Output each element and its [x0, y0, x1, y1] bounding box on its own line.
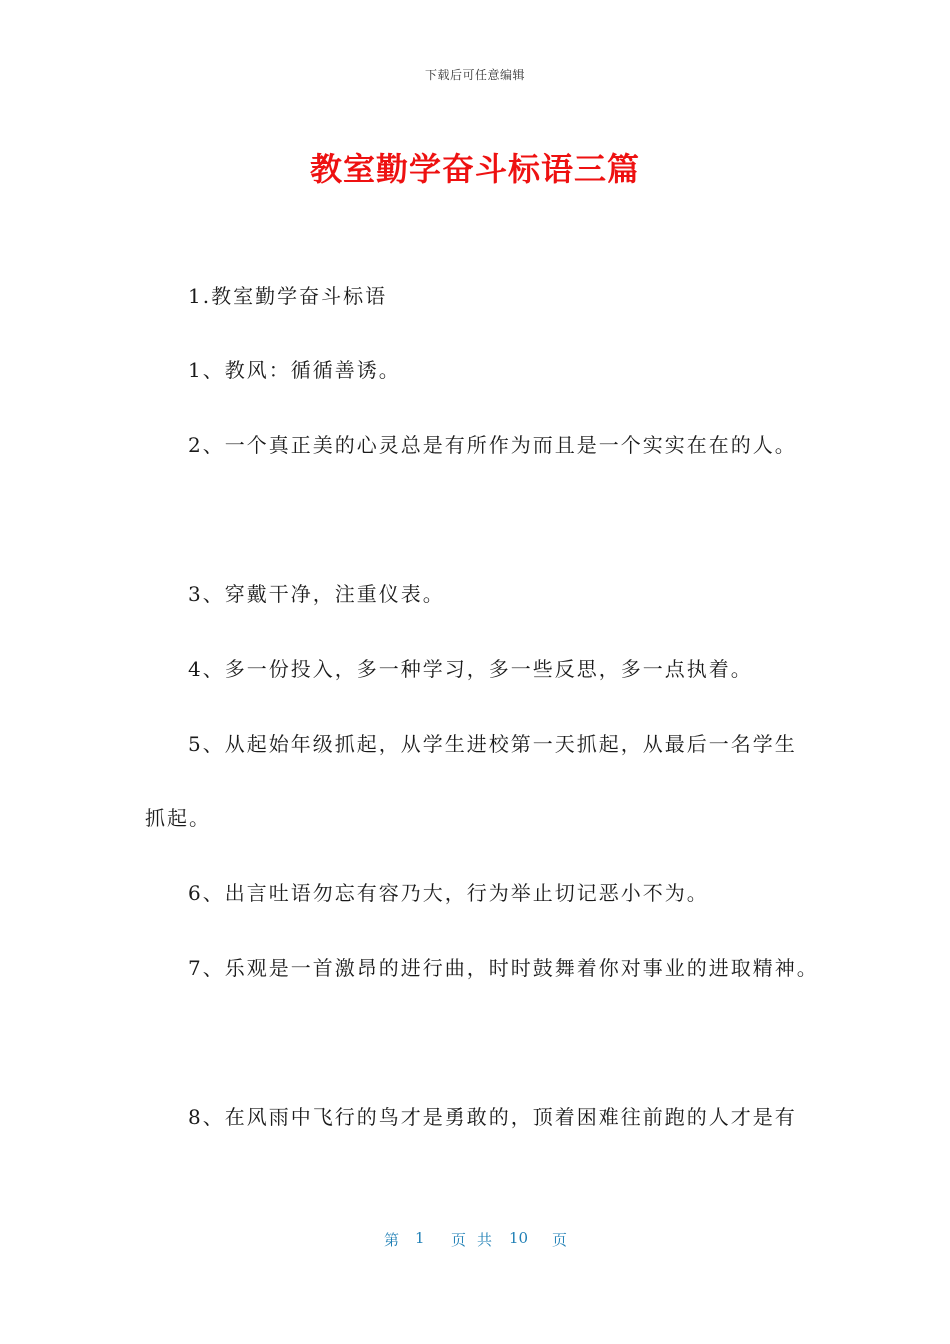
page-footer	[0, 1229, 950, 1251]
footer-page-label: 第	[384, 1231, 400, 1249]
paragraph: 5、从起始年级抓起，从学生进校第一天抓起，从最后一名学生	[188, 732, 797, 756]
paragraph: 6、出言吐语勿忘有容乃大，行为举止切记恶小不为。	[188, 881, 709, 905]
header-note: 下载后可任意编辑	[424, 68, 525, 82]
footer-page-number: 1	[415, 1229, 425, 1247]
paragraph: 3、穿戴干净，注重仪表。	[188, 582, 445, 606]
paragraph-continuation: 抓起。	[145, 806, 211, 830]
paragraph: 1、教风：循循善诱。	[188, 358, 401, 382]
section-heading: 1.教室勤学奋斗标语	[188, 284, 388, 308]
footer-page-unit: 页	[451, 1231, 467, 1249]
document-title: 教室勤学奋斗标语三篇	[309, 150, 640, 188]
paragraph: 4、多一份投入，多一种学习，多一些反思，多一点执着。	[188, 657, 753, 681]
paragraph: 2、一个真正美的心灵总是有所作为而且是一个实实在在的人。	[188, 433, 797, 457]
footer-total-pages: 10	[509, 1229, 529, 1247]
footer-total-label: 共	[477, 1231, 493, 1249]
footer-total-unit: 页	[552, 1231, 568, 1249]
paragraph: 7、乐观是一首激昂的进行曲，时时鼓舞着你对事业的进取精神。	[188, 956, 819, 980]
paragraph: 8、在风雨中飞行的鸟才是勇敢的，顶着困难往前跑的人才是有	[188, 1105, 797, 1129]
